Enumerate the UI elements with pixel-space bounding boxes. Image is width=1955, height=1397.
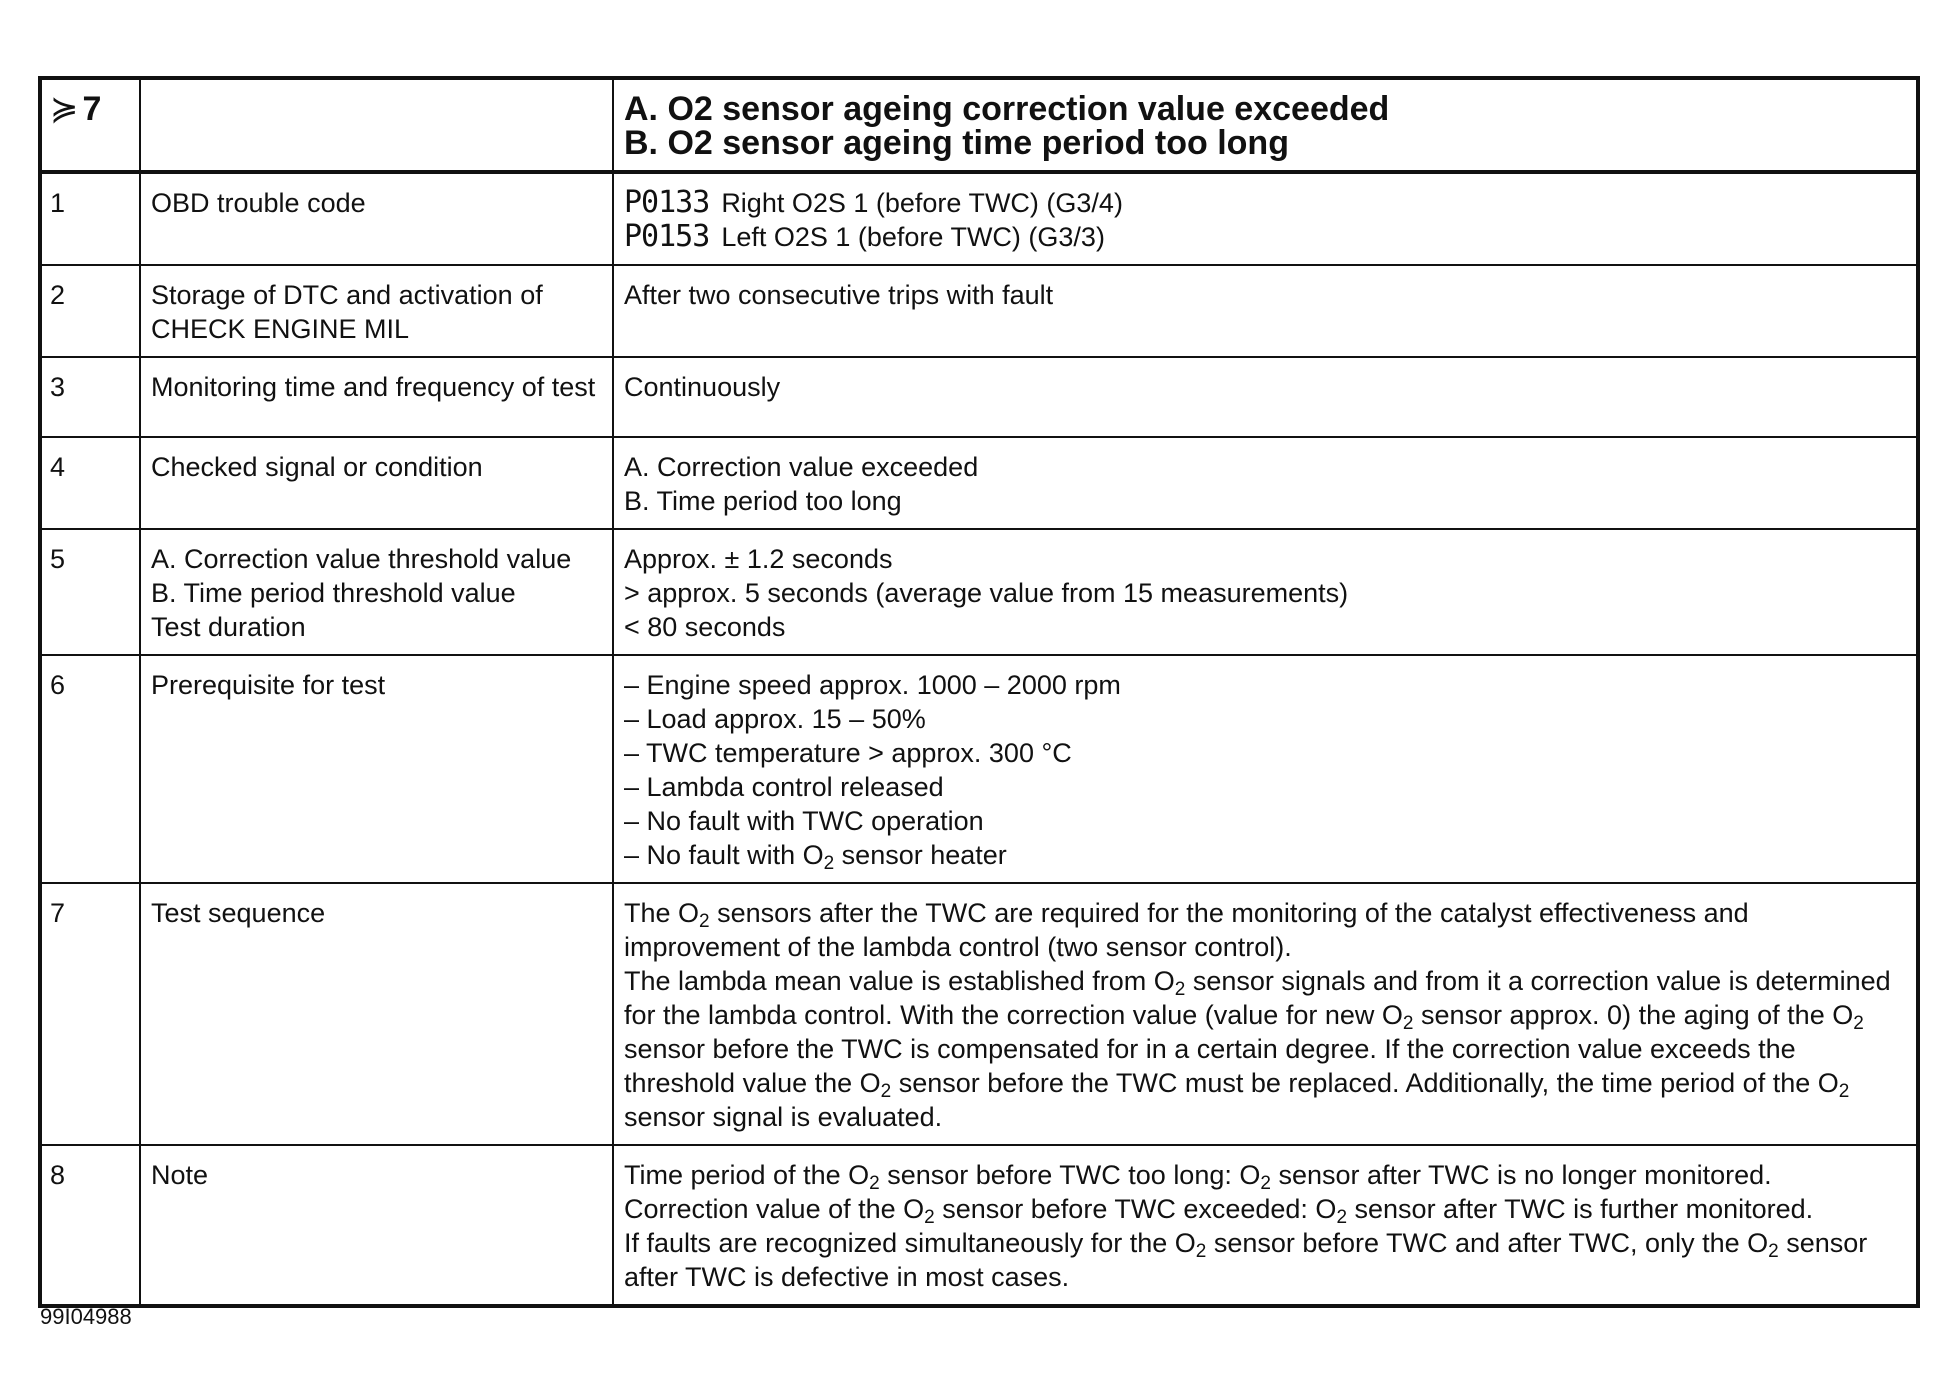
- header-number-cell: [40, 78, 140, 172]
- row-value: Continuously: [613, 357, 1918, 437]
- row-value: After two consecutive trips with fault: [613, 265, 1918, 357]
- document-id: 99I04988: [40, 1304, 132, 1329]
- table-row: [40, 1145, 1918, 1306]
- trouble-code: P0133: [624, 185, 710, 220]
- row-label: [140, 529, 613, 655]
- header-empty-cell: [140, 78, 613, 172]
- note-line: Correction value of the $O_2$ sensor before TWC exceeded: $O_2$ sensor after TWC is further monitored.: [624, 1194, 1814, 1228]
- note-line: Time period of the $O_2$ sensor before TWC too long: $O_2$ sensor after TWC is no longer monitored.: [624, 1160, 1772, 1194]
- label-line: A. Correction value threshold value: [151, 544, 572, 574]
- table-row: [40, 172, 1918, 265]
- header-title-a: A. O2 sensor ageing correction value exceeded: [624, 90, 1390, 128]
- table-row: [40, 265, 1918, 357]
- row-number: 5: [40, 529, 140, 655]
- row-label: Note: [140, 1145, 613, 1306]
- table-row: [40, 357, 1918, 437]
- header-title-b: B. O2 sensor ageing time period too long: [624, 124, 1289, 162]
- row-value: [613, 529, 1918, 655]
- value-line: < 80 seconds: [624, 612, 786, 642]
- prerequisite-item: – Lambda control released: [624, 772, 944, 802]
- label-line: Test duration: [151, 612, 306, 642]
- prerequisite-item: – TWC temperature > approx. 300 °C: [624, 738, 1072, 768]
- row-value: [613, 437, 1918, 529]
- value-line: B. Time period too long: [624, 486, 902, 516]
- prerequisite-item: – Engine speed approx. 1000 – 2000 rpm: [624, 670, 1121, 700]
- diagnostic-table: [38, 76, 1920, 1308]
- row-value: [613, 883, 1918, 1145]
- table-row: [40, 883, 1918, 1145]
- row-label: Storage of DTC and activation of CHECK ENGINE MIL: [140, 265, 613, 357]
- row-number: 3: [40, 357, 140, 437]
- prerequisite-item: – No fault with $O_2$ sensor heater: [624, 840, 1007, 874]
- table-row: [40, 655, 1918, 883]
- row-number: 2: [40, 265, 140, 357]
- row-label: OBD trouble code: [140, 172, 613, 265]
- test-sequence-paragraph: The $O_2$ sensors after the TWC are required for the monitoring of the catalyst effectiveness and improvement of the lambda control (two sensor control).: [624, 898, 1749, 962]
- prerequisite-item: – No fault with TWC operation: [624, 806, 984, 836]
- trouble-code-line: [624, 186, 1906, 220]
- value-line: A. Correction value exceeded: [624, 452, 979, 482]
- table-row: [40, 437, 1918, 529]
- trouble-code: P0153: [624, 219, 710, 254]
- row-number: 6: [40, 655, 140, 883]
- row-label: Test sequence: [140, 883, 613, 1145]
- table-header-row: [40, 78, 1918, 172]
- header-title-cell: [613, 78, 1918, 172]
- test-sequence-paragraph: The lambda mean value is established from $O_2$ sensor signals and from it a correction value is determined for the lambda control. With the correction value (value for new $O_2$ sensor approx. 0) the aging of the $O_2$ sensor before the TWC is compensated for in a certain degree. If the correction value exceeds the threshold value the $O_2$ sensor before the TWC must be replaced. Additionally, the time period of the $O_2$ sensor signal is evaluated.: [624, 966, 1891, 1132]
- row-number: 8: [40, 1145, 140, 1306]
- row-label: Monitoring time and frequency of test: [140, 357, 613, 437]
- table-row: [40, 529, 1918, 655]
- row-number: 1: [40, 172, 140, 265]
- row-value: [613, 172, 1918, 265]
- label-line: B. Time period threshold value: [151, 578, 516, 608]
- row-number: 4: [40, 437, 140, 529]
- header-number: 7: [82, 90, 102, 128]
- trouble-code-description: Right O2S 1 (before TWC) (G3/4): [721, 188, 1123, 218]
- row-label: Checked signal or condition: [140, 437, 613, 529]
- row-value: [613, 1145, 1918, 1306]
- row-value: [613, 655, 1918, 883]
- row-number: 7: [40, 883, 140, 1145]
- prerequisite-item: – Load approx. 15 – 50%: [624, 704, 926, 734]
- row-label: Prerequisite for test: [140, 655, 613, 883]
- chevron-icon: ≽: [50, 90, 79, 128]
- note-line: If faults are recognized simultaneously for the $O_2$ sensor before TWC and after TWC, only the $O_2$ sensor after TWC is defective in most cases.: [624, 1228, 1868, 1292]
- trouble-code-line: [624, 220, 1906, 254]
- trouble-code-description: Left O2S 1 (before TWC) (G3/3): [721, 222, 1105, 252]
- value-line: Approx. ± 1.2 seconds: [624, 544, 893, 574]
- value-line: > approx. 5 seconds (average value from 15 measurements): [624, 578, 1349, 608]
